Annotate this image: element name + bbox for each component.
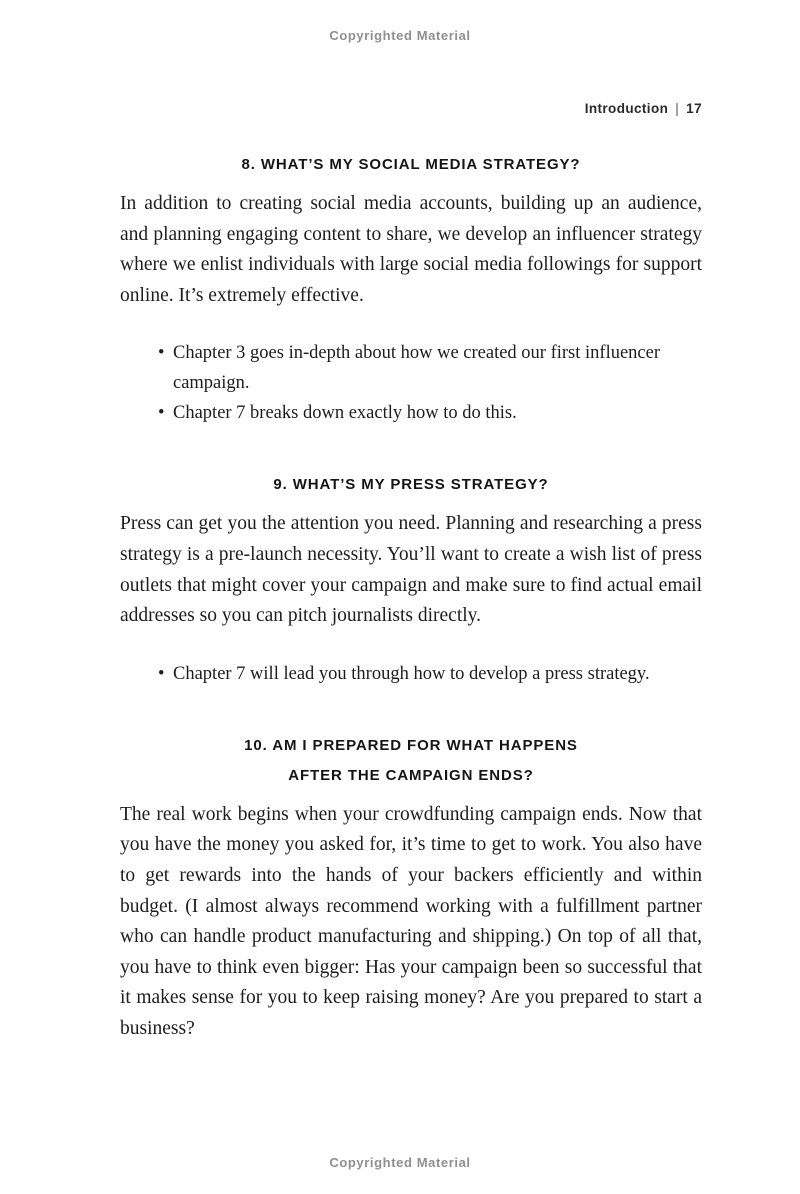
copyright-notice-bottom: Copyrighted Material <box>329 1155 471 1170</box>
bullet-marker: • <box>158 663 165 684</box>
page-number: 17 <box>686 101 702 116</box>
bullet-text: Chapter 7 will lead you through how to develop a press strategy. <box>173 663 650 684</box>
copyright-notice-top: Copyrighted Material <box>329 28 471 43</box>
heading-line-1: 10. AM I PREPARED FOR WHAT HAPPENS <box>244 736 578 754</box>
running-header <box>120 101 702 116</box>
bullet-item <box>158 398 702 428</box>
section-heading-after-campaign <box>120 731 702 791</box>
paragraph-after-campaign: The real work begins when your crowdfunding campaign ends. Now that you have the money you asked for, it’s time to get to work. You also have to get rewards into the hands of your backers efficiently and within budget. (I almost always recommend working with a fulfillment partner who can handle product manufacturing and shipping.) On top of all that, you have to think even bigger: Has your campaign been so successful that it makes sense for you to keep raising money? Are you prepared to start a business? <box>120 803 702 1039</box>
paragraph-press: Press can get you the attention you need. Planning and researching a press strategy is a pre-launch necessity. You’ll want to create a wish list of press outlets that might cover your campaign and make sure to find actual email addresses so you can pitch journalists directly. <box>120 513 702 627</box>
bullet-marker: • <box>158 343 165 364</box>
bullet-list-social-media <box>158 338 702 428</box>
section-heading-social-media: 8. WHAT’S MY SOCIAL MEDIA STRATEGY? <box>241 156 581 173</box>
bullet-text: Chapter 7 breaks down exactly how to do this. <box>173 403 517 424</box>
heading-line-2: AFTER THE CAMPAIGN ENDS? <box>288 766 534 784</box>
running-header-separator: | <box>675 101 680 116</box>
paragraph-social-media: In addition to creating social media accounts, building up an audience, and planning engaging content to share, we develop an influencer strategy where we enlist individuals with large social media followings for support online. It’s extremely effective. <box>120 193 702 306</box>
bullet-item <box>158 338 702 398</box>
bullet-list-press <box>158 659 702 689</box>
section-heading-press: 9. WHAT’S MY PRESS STRATEGY? <box>273 476 549 494</box>
bullet-text: Chapter 3 goes in-depth about how we created our first influencer campaign. <box>173 343 660 394</box>
page-content <box>0 101 800 1045</box>
bullet-item <box>158 659 702 689</box>
running-header-section: Introduction <box>584 101 669 116</box>
bullet-marker: • <box>158 403 165 424</box>
